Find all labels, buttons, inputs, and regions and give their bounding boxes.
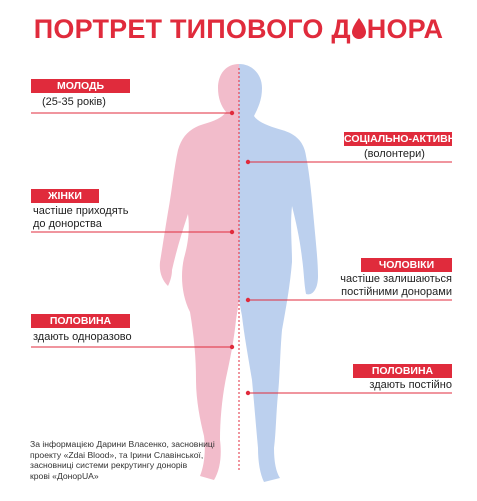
- source-note-line4: крові «ДонорUA»: [30, 470, 99, 481]
- source-note-line3: засновниці системи рекрутингу донорів: [30, 460, 188, 470]
- women-tag: ЖІНКИ: [31, 189, 99, 203]
- female-half-silhouette: [160, 64, 239, 480]
- source-note-line1: За інформацією Дарини Власенко, засновниці: [30, 439, 215, 449]
- active-text: (волонтери): [364, 148, 425, 160]
- source-note-line2: проекту «Zdai Blood», та Ірини Славінської,: [30, 449, 204, 460]
- male-half-silhouette: [239, 64, 318, 482]
- half-left-text: здають одноразово: [33, 331, 132, 343]
- youth-text: (25-35 років): [42, 96, 106, 108]
- women-text-line2: до донорства: [33, 218, 102, 230]
- men-text-line1: частіше залишаються: [340, 273, 452, 285]
- title-text-start: ПОРТРЕТ ТИПОВОГО Д: [33, 14, 351, 44]
- women-text-line1: частіше приходять: [33, 205, 129, 217]
- men-text-line2: постійними донорами: [341, 286, 452, 298]
- youth-tag: МОЛОДЬ: [31, 79, 130, 93]
- title-text-end: НОРА: [366, 14, 444, 44]
- active-tag: СОЦІАЛЬНО-АКТИВНІ: [344, 133, 459, 145]
- half-right-tag: ПОЛОВИНА: [353, 364, 452, 378]
- men-tag: ЧОЛОВІКИ: [361, 258, 452, 272]
- source-note: [30, 439, 250, 481]
- half-left-tag: ПОЛОВИНА: [31, 314, 130, 328]
- half-right-text: здають постійно: [369, 379, 452, 391]
